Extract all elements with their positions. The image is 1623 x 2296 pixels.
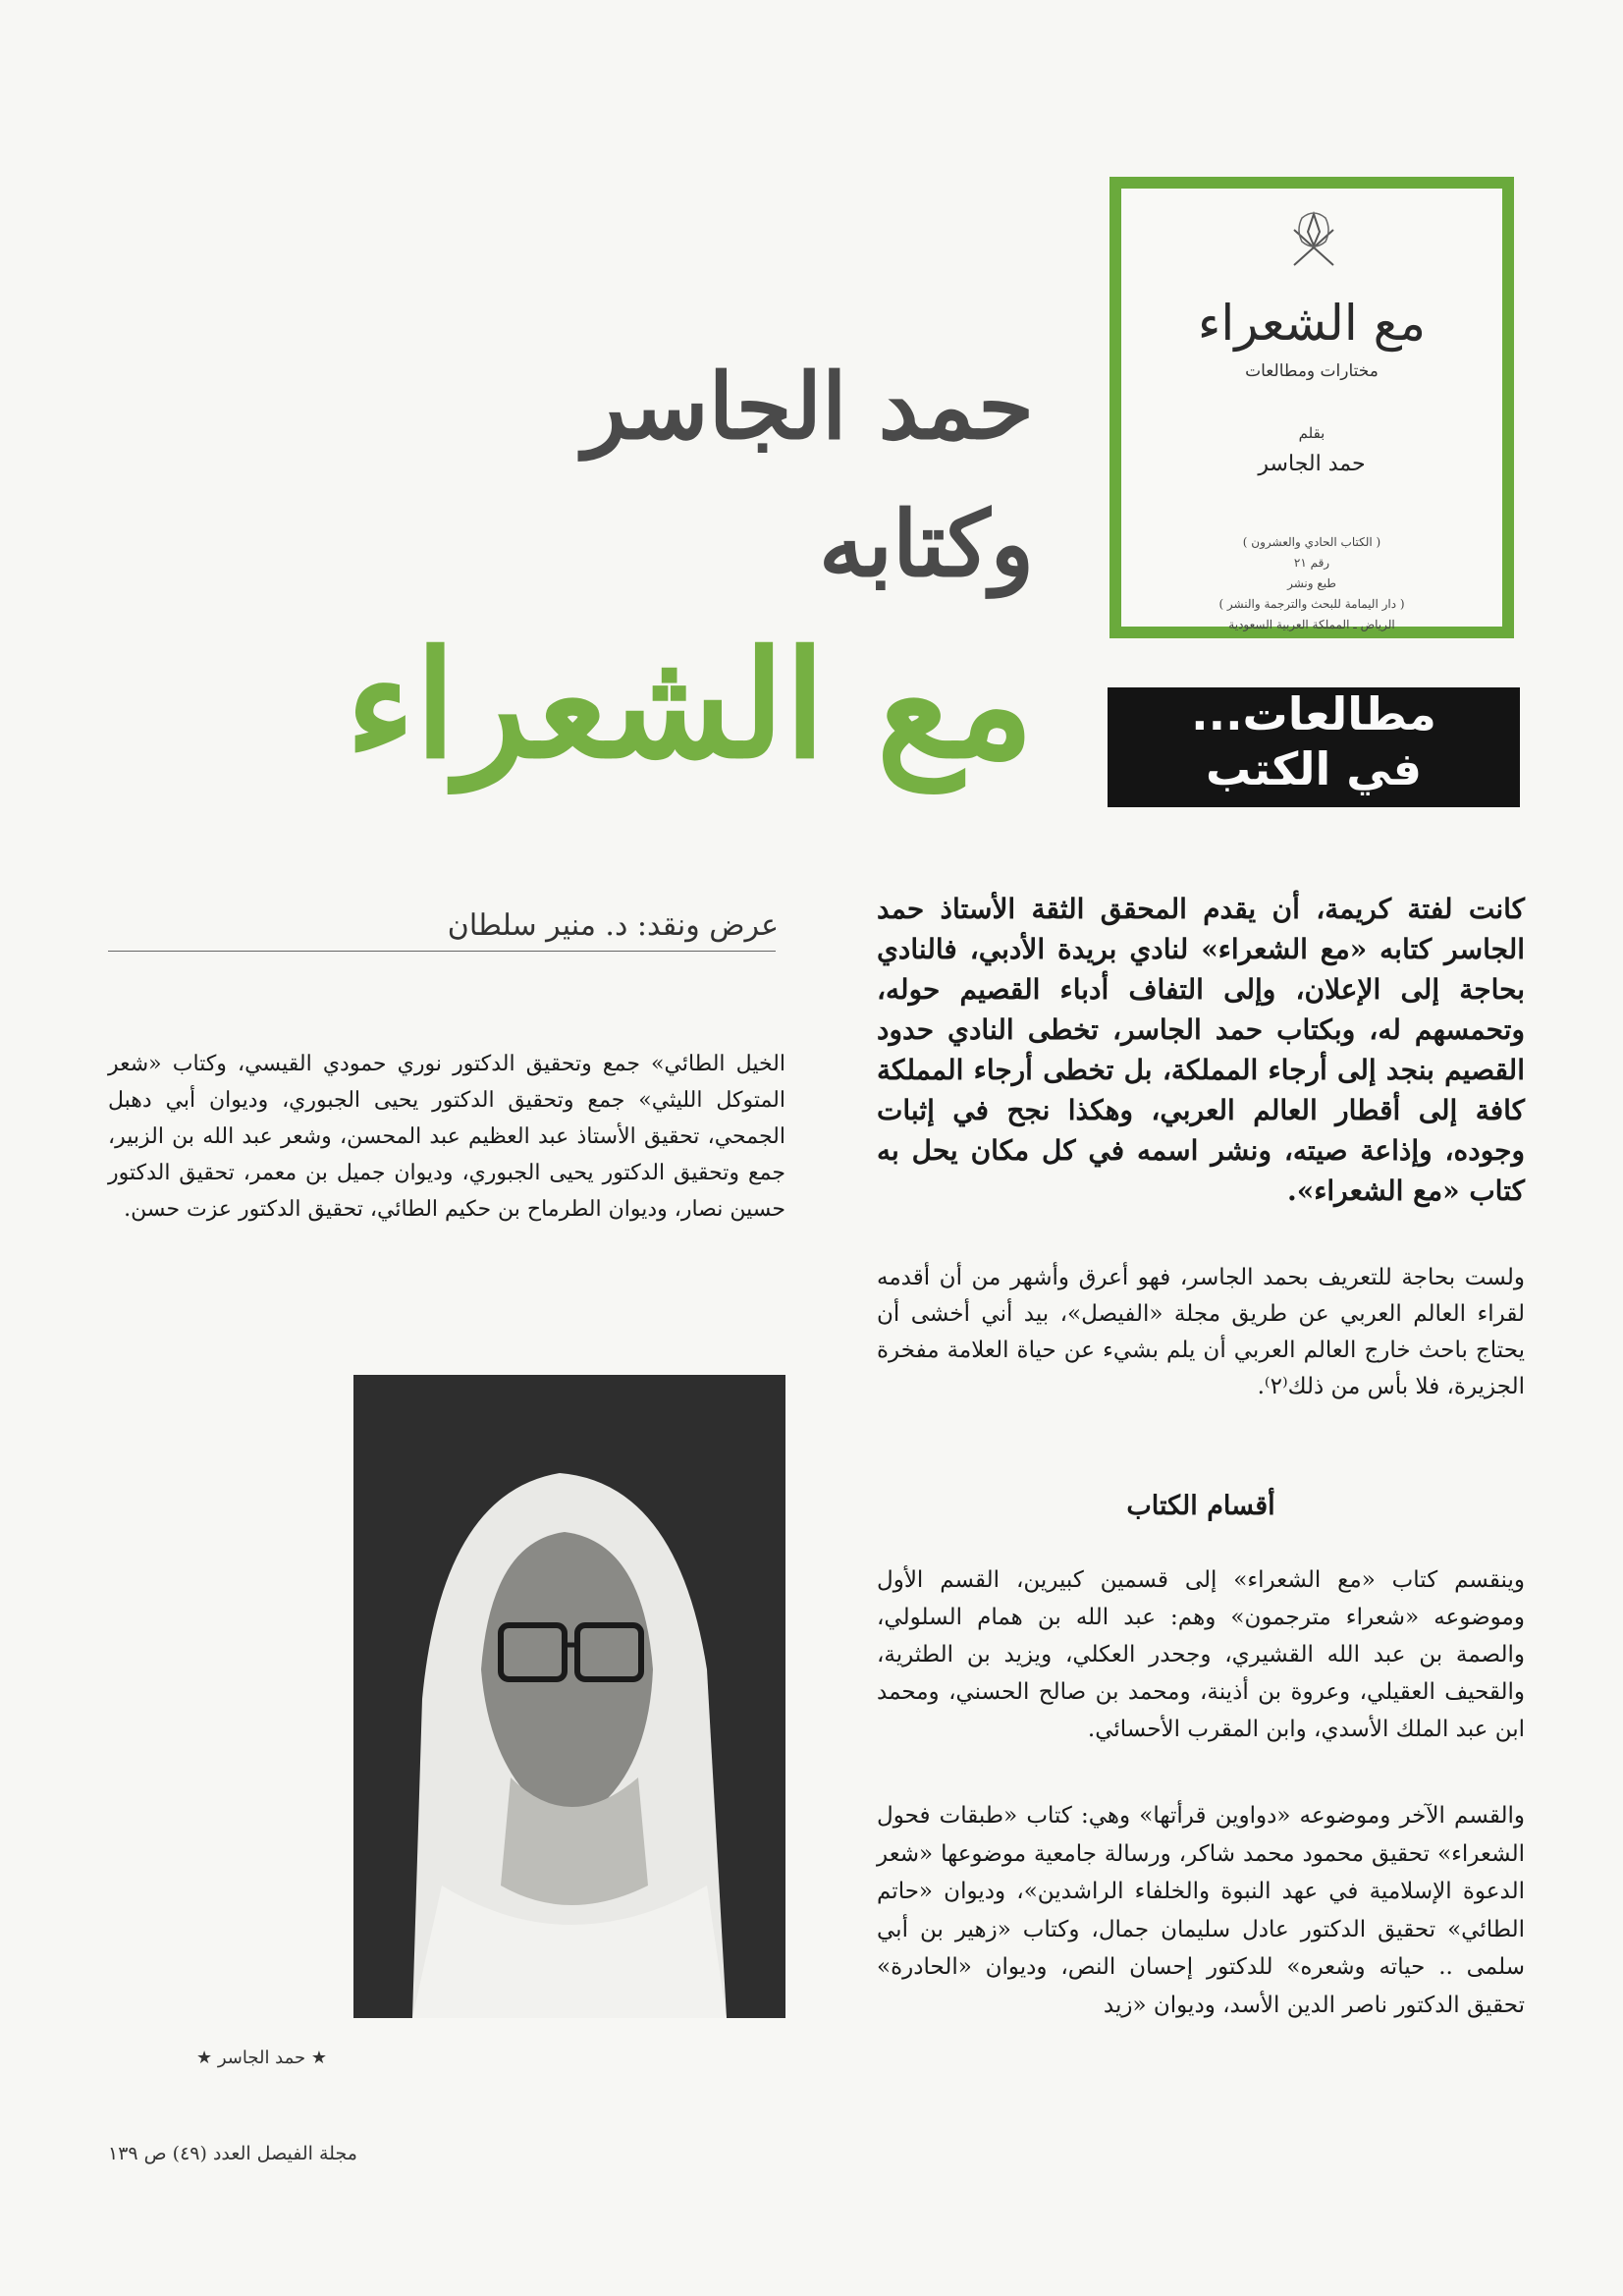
section-label-box xyxy=(1108,687,1520,807)
body-paragraph: ولست بحاجة للتعريف بحمد الجاسر، فهو أعرق وأشهر من أن أقدمه لقراء العالم العربي عن طريق مجلة «الفيصل»، بيد أني أخشى أن يحتاج باحث خارج العالم العربي أن يلم بشيء عن حياة العلامة مفخرة الجزيرة، فلا بأس من ذلك⁽٢⁾. xyxy=(877,1265,1525,1399)
cover-publisher-line: رقم ٢١ xyxy=(1293,556,1330,570)
page-footer: مجلة الفيصل العدد (٤٩) ص ١٣٩ xyxy=(108,2143,357,2164)
section-label-line1: مطالعات... xyxy=(1191,687,1436,740)
saudi-emblem-icon xyxy=(1286,208,1341,277)
cover-author: حمد الجاسر xyxy=(1258,452,1366,476)
author-byline: عرض ونقد: د. منير سلطان xyxy=(447,908,779,943)
body-paragraph: وينقسم كتاب «مع الشعراء» إلى قسمين كبيرين، القسم الأول وموضوعه «شعراء مترجمون» وهم: عبد الله بن همام السلولي، والصمة بن عبد الله القشيري، وجحدر العكلي، ويزيد بن الطثرية، والقحيف العقيلي، وعروة بن أذينة، ومحمد بن صالح الحسني، ومحمد ابن عبد الملك الأسدي، وابن المقرب الأحسائي. xyxy=(877,1567,1525,1742)
body-paragraph: والقسم الآخر وموضوعه «دواوين قرأتها» وهي: كتاب «طبقات فحول الشعراء» تحقيق محمود محمد شاكر، ورسالة جامعية موضوعها «شعر الدعوة الإسلامية في عهد النبوة والخلفاء الراشدين»، وديوان «حاتم الطائي» تحقيق الدكتور عادل سليمان جمال، وكتاب «زهير بن أبي سلمى .. حياته وشعره» للدكتور إحسان النص، وديوان «الحادرة» تحقيق الدكتور ناصر الدين الأسد، وديوان «زيد xyxy=(877,1803,1525,2018)
cover-publisher-line: الرياض ـ المملكة العربية السعودية xyxy=(1228,618,1395,631)
intro-paragraph: كانت لفتة كريمة، أن يقدم المحقق الثقة الأستاذ حمد الجاسر كتابه «مع الشعراء» لنادي بريدة الأدبي، فالنادي بحاجة إلى الإعلان، وإلى التفاف أدباء القصيم حوله، وتحمسهم له، وبكتاب حمد الجاسر، تخطى النادي حدود القصيم بنجد إلى أرجاء المملكة، بل تخطى أرجاء المملكة كافة إلى أقطار العالم العربي، وهكذا نجح في إثبات وجوده، وإذاعة صيته، ونشر اسمه في كل مكان يحل به كتاب «مع الشعراء». xyxy=(877,893,1525,1207)
headline-name: حمد الجاسر xyxy=(582,354,1034,460)
cover-subtitle: مختارات ومطالعات xyxy=(1245,361,1379,381)
headline-and-book: وكتابه xyxy=(819,491,1034,597)
cover-title: مع الشعراء xyxy=(1197,295,1427,352)
section-heading: أقسام الكتاب xyxy=(1126,1491,1275,1521)
photo-caption: ★ حمد الجاسر ★ xyxy=(196,2048,328,2068)
cover-publisher-line: طبع ونشر xyxy=(1287,576,1336,590)
cover-publisher-line: ( دار اليمامة للبحث والترجمة والنشر ) xyxy=(1218,597,1405,611)
cover-by-label: بقلم xyxy=(1298,424,1325,442)
byline-divider xyxy=(108,951,776,952)
cover-publisher-line: ( الكتاب الحادي والعشرون ) xyxy=(1242,535,1381,549)
author-portrait-photo xyxy=(353,1375,785,2018)
portrait-illustration xyxy=(353,1375,785,2018)
body-paragraph-continued: الخيل الطائي» جمع وتحقيق الدكتور نوري حمودي القيسي، وكتاب «شعر المتوكل الليثي» جمع وتحقيق الدكتور يحيى الجبوري، وديوان أبي دهبل الجمحي، تحقيق الأستاذ عبد العظيم عبد المحسن، وشعر عبد الله بن الزبير، جمع وتحقيق الدكتور يحيى الجبوري، وديوان جميل بن معمر، تحقيق الدكتور حسين نصار، وديوان الطرماح بن حكيم الطائي، تحقيق الدكتور عزت حسن. xyxy=(108,1052,785,1222)
cover-publisher-info xyxy=(1161,532,1463,635)
section-label-line2: في الكتب xyxy=(1206,742,1422,795)
headline-book-title: مع الشعراء xyxy=(346,619,1034,792)
book-cover xyxy=(1109,177,1514,638)
